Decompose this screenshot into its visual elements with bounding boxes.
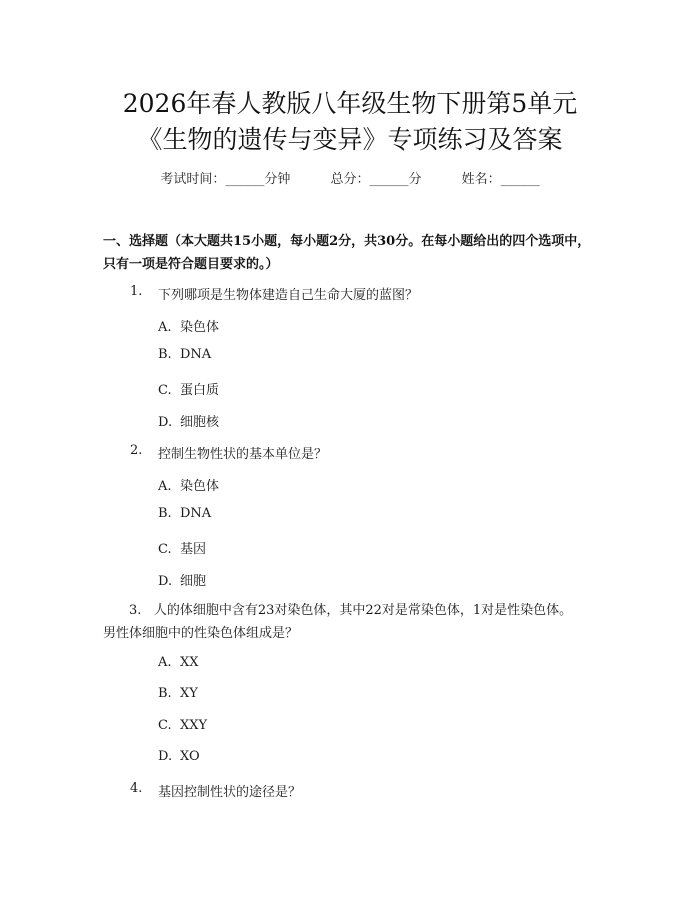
option-text: 蛋白质 [180,383,220,398]
option-letter: A. [158,479,172,494]
option-2a [158,475,219,494]
option-2c [158,538,206,557]
option-1c [158,379,219,398]
option-letter: D. [158,574,173,589]
option-letter: A. [158,320,172,335]
option-1d [158,411,219,430]
question-text: 基因控制性状的途径是？ [158,785,302,800]
question-text: 控制生物性状的基本单位是？ [158,447,328,462]
option-text: DNA [180,347,212,362]
total-score-label: 总分： [330,172,370,187]
option-text: XY [180,686,198,701]
option-text: 基因 [180,542,207,557]
question-text: 人的体细胞中含有23对染色体，其中22对是常染色体，1对是性染色体。男性体细胞中的性染色体组成是？ [103,603,573,641]
question-number: 4. [130,781,143,796]
option-text: XXY [180,718,208,733]
name-blank: ______ [500,172,540,187]
option-letter: B. [158,686,172,701]
option-text: DNA [180,506,212,521]
option-3b [158,686,198,701]
option-letter: D. [158,415,173,430]
total-score-blank: ______ [369,172,409,187]
option-text: XX [180,655,199,670]
option-text: 细胞核 [180,415,220,430]
question-3 [103,599,583,645]
option-2d [158,570,206,589]
option-letter: A. [158,655,172,670]
option-text: 染色体 [180,479,220,494]
option-1b [158,347,211,362]
option-text: XO [180,749,200,764]
section-heading-choice: 一、选择题（本大题共15小题，每小题2分，共30分。在每小题给出的四个选项中，只有一项是符合题目要求的。） [103,234,591,272]
exam-time-field [160,172,290,187]
exam-time-label: 考试时间： [160,172,226,187]
option-text: 细胞 [180,574,207,589]
name-label: 姓名： [461,172,501,187]
option-text: 染色体 [180,320,220,335]
exam-meta [0,168,700,187]
option-2b [158,506,211,521]
option-3a [158,655,199,670]
exam-time-unit: 分钟 [264,172,291,187]
total-score-unit: 分 [408,172,422,187]
total-score-field [330,172,421,187]
document-title-line-2: 《生物的遗传与变异》专项练习及答案 [137,125,563,154]
option-1a [158,316,219,335]
question-number: 2. [130,443,143,458]
option-letter: C. [158,718,172,733]
option-3c [158,718,207,733]
option-3d [158,749,200,764]
document-title-line-1: 2026年春人教版八年级生物下册第5单元 [122,89,578,118]
option-letter: C. [158,383,172,398]
option-letter: C. [158,542,172,557]
option-letter: B. [158,347,172,362]
name-field [462,172,540,187]
option-letter: B. [158,506,172,521]
question-number: 3. [129,603,142,618]
exam-time-blank: ______ [225,172,265,187]
question-text: 下列哪项是生物体建造自己生命大厦的蓝图？ [158,288,419,303]
option-letter: D. [158,749,173,764]
question-number: 1. [130,284,143,299]
